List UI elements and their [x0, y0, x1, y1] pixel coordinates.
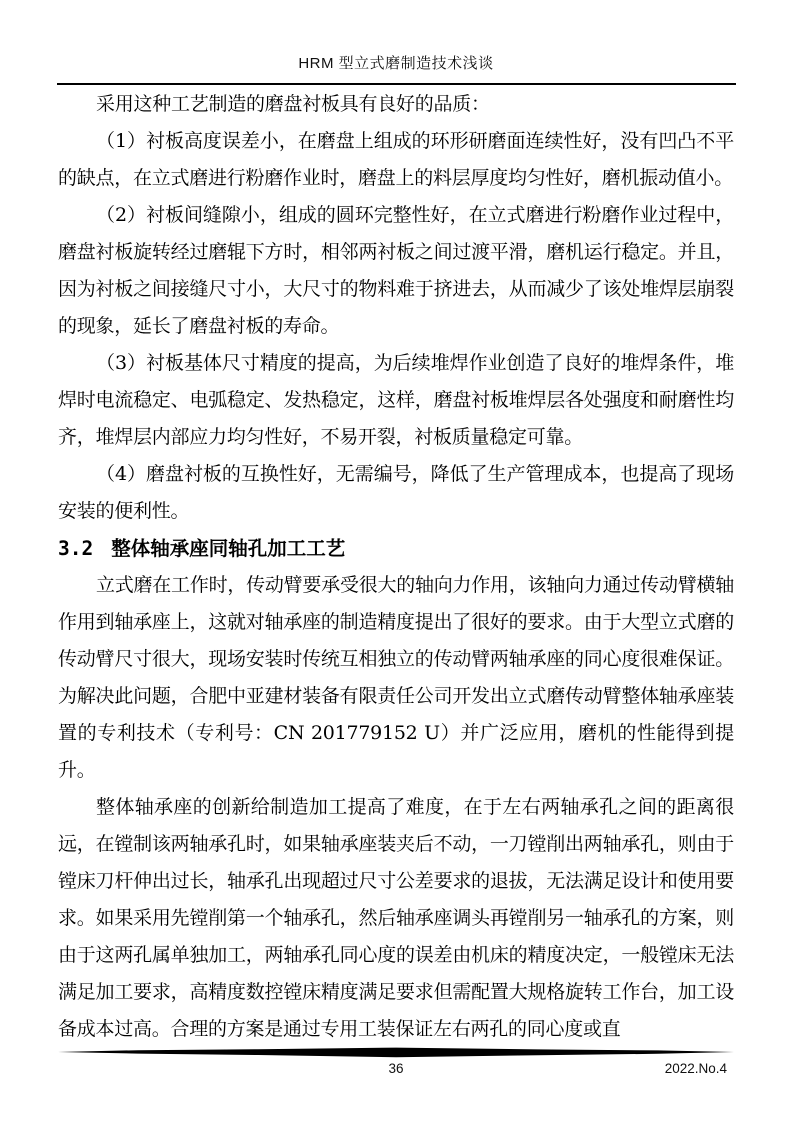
header-rule: [57, 83, 736, 85]
running-title: HRM 型立式磨制造技术浅谈: [298, 55, 494, 72]
paragraph-item-4: （4）磨盘衬板的互换性好，无需编号，降低了生产管理成本，也提高了现场安装的便利性。: [58, 463, 734, 522]
footer-rule: [58, 1047, 734, 1058]
paragraph-body-2: 整体轴承座的创新给制造加工提高了难度，在于左右两轴承孔之间的距离很远，在镗制该两轴承孔时，如果轴承座装夹后不动，一刀镗削出两轴承孔，则由于镗床刀杆伸出过长，轴承孔出现超过尺寸公差要求的退拔，无法满足设计和使用要求。如果采用先镗削第一个轴承孔，然后轴承座调头再镗削另一轴承孔的方案，则由于这两孔属单独加工，两轴承孔同心度的误差由机床的精度决定，一般镗床无法满足加工要求，高精度数控镗床精度满足要求但需配置大规格旋转工作台，加工设备成本过高。合理的方案是通过专用工装保证左右两孔的同心度或直: [58, 796, 734, 1040]
paragraph-item-3: （3）衬板基体尺寸精度的提高，为后续堆焊作业创造了良好的堆焊条件，堆焊时电流稳定、电弧稳定、发热稳定，这样，磨盘衬板堆焊层各处强度和耐磨性均齐，堆焊层内部应力均匀性好，不易开裂，衬板质量稳定可靠。: [58, 352, 734, 448]
page-footer: [58, 1058, 734, 1080]
paragraph-body-1: 立式磨在工作时，传动臂要承受很大的轴向力作用，该轴向力通过传动臂横轴作用到轴承座上，这就对轴承座的制造精度提出了很好的要求。由于大型立式磨的传动臂尺寸很大，现场安装时传统互相独立的传动臂两轴承座的同心度很难保证。为解决此问题，合肥中亚建材装备有限责任公司开发出立式磨传动臂整体轴承座装置的专利技术（专利号：CN 201779152 U）并广泛应用，磨机的性能得到提升。: [58, 574, 734, 781]
section-heading: [58, 530, 734, 567]
paragraph-item-2: （2）衬板间缝隙小，组成的圆环完整性好，在立式磨进行粉磨作业过程中，磨盘衬板旋转经过磨辊下方时，相邻两衬板之间过渡平滑，磨机运行稳定。并且，因为衬板之间接缝尺寸小，大尺寸的物料难于挤进去，从而减少了该处堆焊层崩裂的现象，延长了磨盘衬板的寿命。: [58, 204, 734, 337]
page-number: 36: [388, 1061, 404, 1076]
issue-label: 2022.No.4: [664, 1061, 727, 1076]
page-content: [58, 86, 734, 1048]
running-header: [58, 53, 734, 75]
section-number: 3.2: [58, 537, 94, 560]
paragraph-item-1: （1）衬板高度误差小，在磨盘上组成的环形研磨面连续性好，没有凹凸不平的缺点，在立式磨进行粉磨作业时，磨盘上的料层厚度均匀性好，磨机振动值小。: [58, 130, 734, 189]
section-title: 整体轴承座同轴孔加工工艺: [111, 537, 346, 560]
paragraph-intro: 采用这种工艺制造的磨盘衬板具有良好的品质：: [96, 93, 490, 115]
